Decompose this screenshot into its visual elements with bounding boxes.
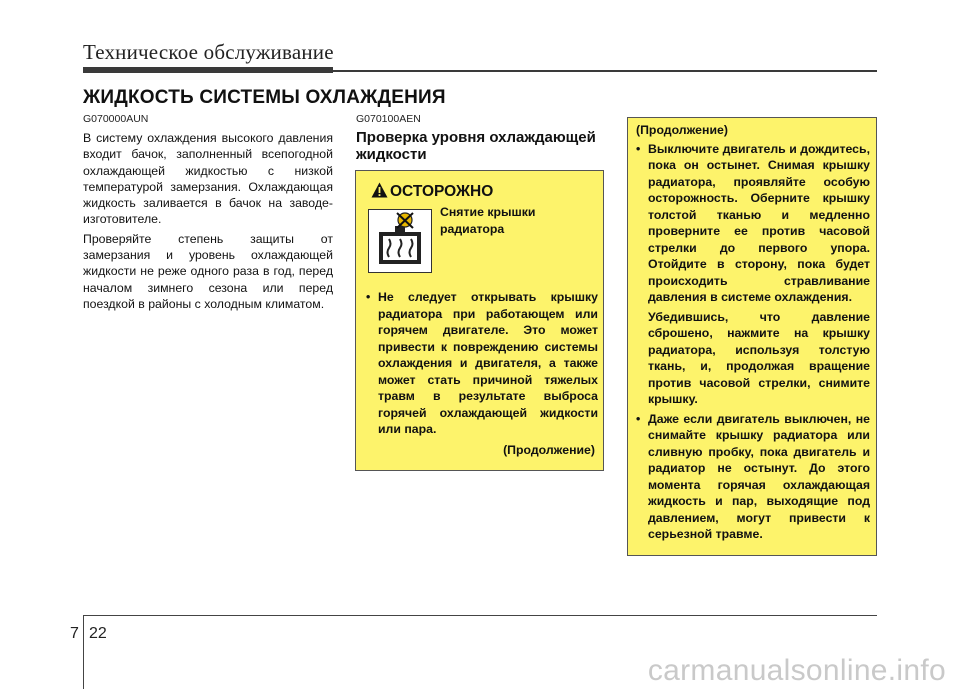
list-item <box>636 141 870 306</box>
header-title: Техническое обслуживание <box>83 40 334 64</box>
warning-triangle-icon <box>371 182 388 198</box>
check-paragraph: Проверяйте степень защиты от замерзания и уровень охлаждающей жидкости не реже одного раза в год, перед началом зимнего сезона или перед поездкой в районы с холодным климатом. <box>83 231 333 311</box>
list-item <box>636 411 870 543</box>
intro-paragraph: В систему охлаждения высокого давления входит бачок, заполненный всепогодной охлаждающей жидкостью с низкой температурой замерзания. Охлаждающая жидкость заливается в бачок на заводе-изготовителе. <box>83 131 333 227</box>
warning-bullet <box>366 289 598 438</box>
footer-divider <box>83 615 84 689</box>
bullet-text: Выключите двигатель и дождитесь, пока он остынет. Снимая крышку радиатора, проявляйте особую осторожность. Оберните крышку толстой тканью и медленно проверните ее против часовой стрелки до первого упора. Отойдите в сторону, пока будет происходить стравливание давления в системе охлаждения. <box>648 141 870 304</box>
header-rule-thin <box>333 70 877 72</box>
warning-bullet-text: Не следует открывать крышку радиатора при работающем или горячем двигателе. Это может привести к повреждению системы охлаждения и двигателя, а также может стать причиной тяжелых травм в результате выброса горячей охлаждающей жидкости или пара. <box>378 290 598 436</box>
middle-column <box>356 113 606 163</box>
section-title: ЖИДКОСТЬ СИСТЕМЫ ОХЛАЖДЕНИЯ <box>83 87 446 108</box>
bullet-text: Даже если двигатель выключен, не снимайте крышку радиатора или сливную пробку, пока двигатель и радиатор не остынут. До этого момента горячая охлаждающая жидкость и пар, выходящие под давлением, могут привести к серьезной травме. <box>648 411 870 541</box>
left-column <box>83 113 333 315</box>
section-code: G070000AUN <box>83 113 149 125</box>
warning-title: ОСТОРОЖНО <box>390 183 494 200</box>
continued-label: (Продолжение) <box>636 123 728 137</box>
subsection-heading: Проверка уровня охлаждающей жидкости <box>356 129 596 163</box>
continued-label: (Продолжение) <box>503 443 595 457</box>
page-number: 22 <box>89 625 107 642</box>
watermark: carmanualsonline.info <box>647 654 946 687</box>
chapter-number: 7 <box>70 625 79 642</box>
warning-box <box>355 170 604 471</box>
radiator-cap-hot-icon <box>368 209 432 273</box>
bullet-dot: • <box>366 290 371 304</box>
warning-caption: Снятие крышки радиатора <box>440 205 536 236</box>
bullet-dot: • <box>636 411 641 426</box>
header-rule-thick <box>83 67 333 73</box>
bullet-dot: • <box>636 141 641 156</box>
subsection-code: G070100AEN <box>356 113 421 125</box>
continued-warning-box <box>627 117 877 556</box>
bullet-continuation: Убедившись, что давление сброшено, нажмите на крышку радиатора, используя толстую ткань, и, продолжая вращение против часовой стрелки, снимите крышку. <box>648 309 870 406</box>
footer-rule <box>83 615 877 616</box>
